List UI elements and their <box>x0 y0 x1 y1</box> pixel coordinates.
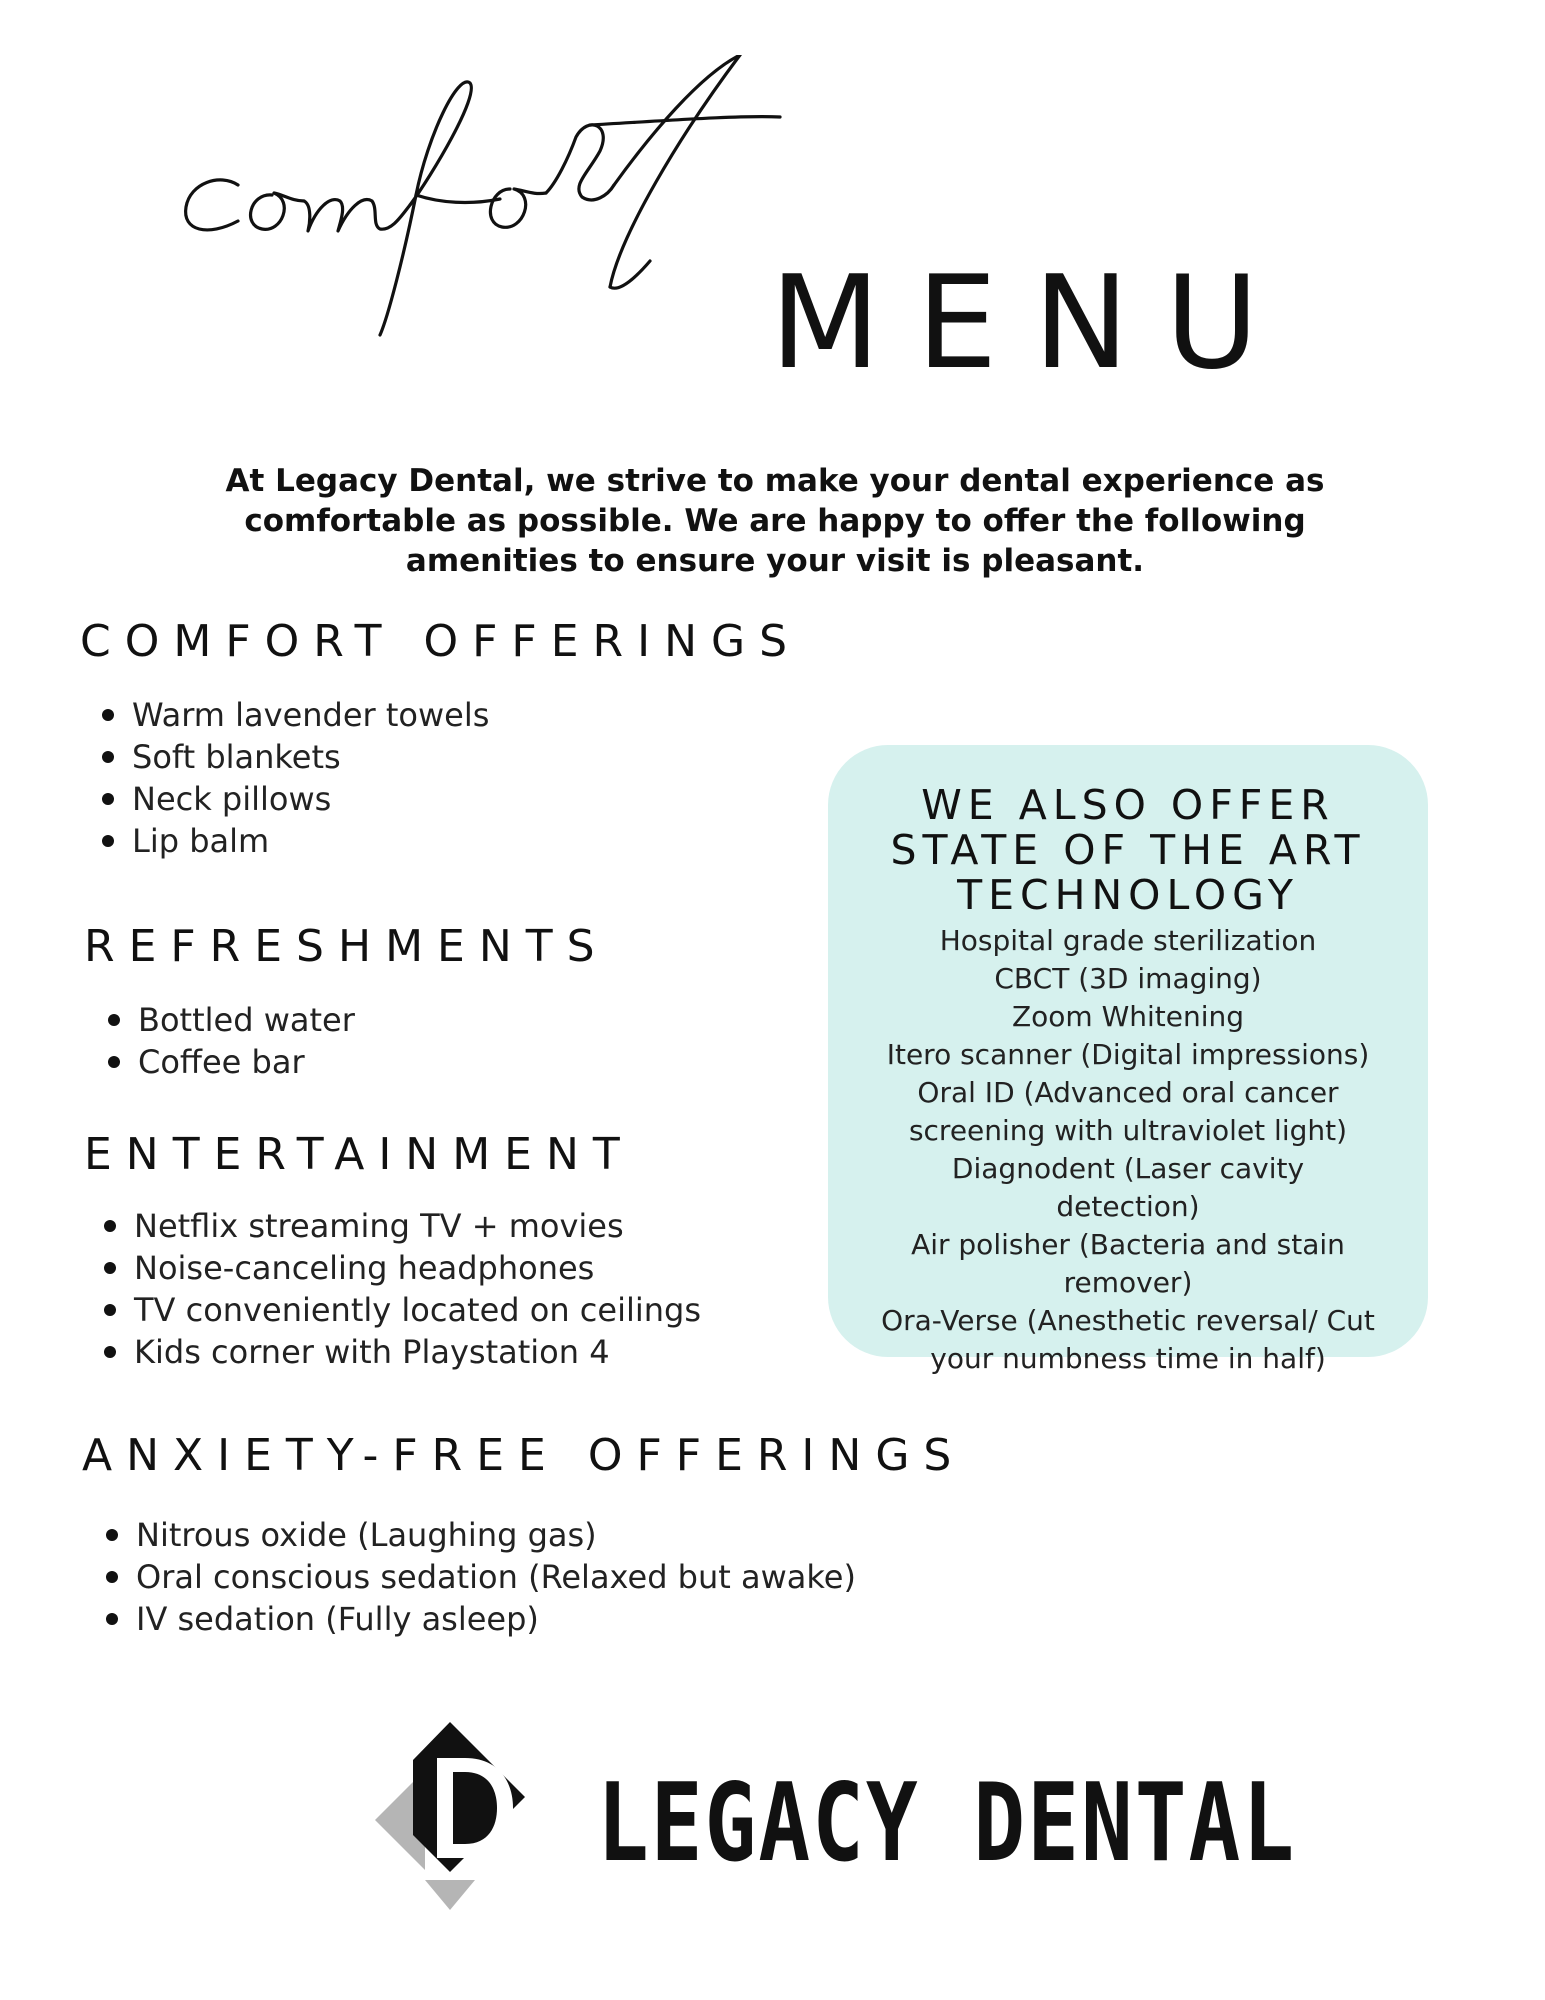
list-item-text: Soft blankets <box>132 738 341 776</box>
comfort-offerings-list <box>80 694 801 862</box>
list-item <box>80 778 801 820</box>
section-heading: COMFORT OFFERINGS <box>80 616 802 667</box>
section-heading: ENTERTAINMENT <box>84 1129 634 1180</box>
technology-heading <box>828 783 1428 918</box>
list-item-text: Nitrous oxide (Laughing gas) <box>136 1516 597 1554</box>
technology-item: CBCT (3D imaging) <box>994 962 1262 995</box>
list-item-text: Warm lavender towels <box>132 696 490 734</box>
list-item <box>82 1247 701 1289</box>
list-item-text: Neck pillows <box>132 780 332 818</box>
technology-item: Itero scanner (Digital impressions) <box>886 1038 1370 1071</box>
list-item-text: TV conveniently located on ceilings <box>134 1291 702 1329</box>
list-item <box>80 694 801 736</box>
refreshments-section <box>84 921 609 1083</box>
intro-paragraph: At Legacy Dental, we strive to make your dental experience as comfortable as possible. We are happy to offer the following amenities to ensure your visit is pleasant. <box>225 463 1325 579</box>
list-item <box>86 1041 609 1083</box>
list-item <box>84 1556 965 1598</box>
bullet-icon <box>102 709 114 721</box>
technology-item: Zoom Whitening <box>1011 1000 1245 1033</box>
technology-heading-line: WE ALSO OFFER <box>921 781 1335 829</box>
refreshments-list <box>86 999 609 1083</box>
list-item <box>86 999 609 1041</box>
technology-heading-line: TECHNOLOGY <box>957 871 1299 919</box>
legacy-dental-logo <box>375 1720 1297 1920</box>
bullet-icon <box>108 1056 120 1068</box>
bullet-icon <box>104 1220 116 1232</box>
entertainment-section <box>84 1129 702 1373</box>
list-item-text: Coffee bar <box>138 1043 305 1081</box>
list-item <box>80 736 801 778</box>
section-heading: REFRESHMENTS <box>84 921 609 972</box>
list-item-text: Kids corner with Playstation 4 <box>134 1333 610 1371</box>
bullet-icon <box>104 1346 116 1358</box>
list-item <box>80 820 801 862</box>
list-item-text: Noise-canceling headphones <box>134 1249 595 1287</box>
logo-text: LEGACY DENTAL <box>597 1761 1297 1887</box>
technology-item: Ora-Verse (Anesthetic reversal/ Cut your numbness time in half) <box>881 1304 1375 1375</box>
bullet-icon <box>102 835 114 847</box>
bullet-icon <box>106 1529 118 1541</box>
list-item-text: IV sedation (Fully asleep) <box>136 1600 539 1638</box>
legacy-dental-d-diamond-icon <box>375 1720 575 1920</box>
list-item <box>82 1289 701 1331</box>
bullet-icon <box>106 1571 118 1583</box>
bullet-icon <box>106 1613 118 1625</box>
list-item <box>84 1598 965 1640</box>
anxiety-free-offerings-list <box>84 1514 965 1640</box>
entertainment-list <box>82 1205 701 1373</box>
section-heading: ANXIETY-FREE OFFERINGS <box>82 1430 966 1481</box>
bullet-icon <box>102 751 114 763</box>
list-item-text: Netflix streaming TV + movies <box>134 1207 624 1245</box>
bullet-icon <box>108 1014 120 1026</box>
list-item <box>84 1514 965 1556</box>
list-item-text: Bottled water <box>138 1001 355 1039</box>
comfort-offerings-section <box>80 616 802 862</box>
list-item-text: Lip balm <box>132 822 270 860</box>
anxiety-free-offerings-section <box>82 1430 966 1640</box>
bullet-icon <box>104 1262 116 1274</box>
technology-item: Diagnodent (Laser cavity detection) <box>951 1152 1305 1223</box>
menu-title: MENU <box>770 249 1295 398</box>
bullet-icon <box>104 1304 116 1316</box>
bullet-icon <box>102 793 114 805</box>
list-item <box>82 1205 701 1247</box>
technology-item: Oral ID (Advanced oral cancer screening with ultraviolet light) <box>908 1076 1348 1147</box>
technology-heading-line: STATE OF THE ART <box>890 826 1366 874</box>
technology-item: Air polisher (Bacteria and stain remover) <box>911 1228 1345 1299</box>
list-item-text: Oral conscious sedation (Relaxed but awake) <box>136 1558 856 1596</box>
technology-list <box>878 922 1378 1378</box>
list-item <box>82 1331 701 1373</box>
technology-box <box>828 745 1428 1375</box>
technology-item: Hospital grade sterilization <box>939 924 1317 957</box>
